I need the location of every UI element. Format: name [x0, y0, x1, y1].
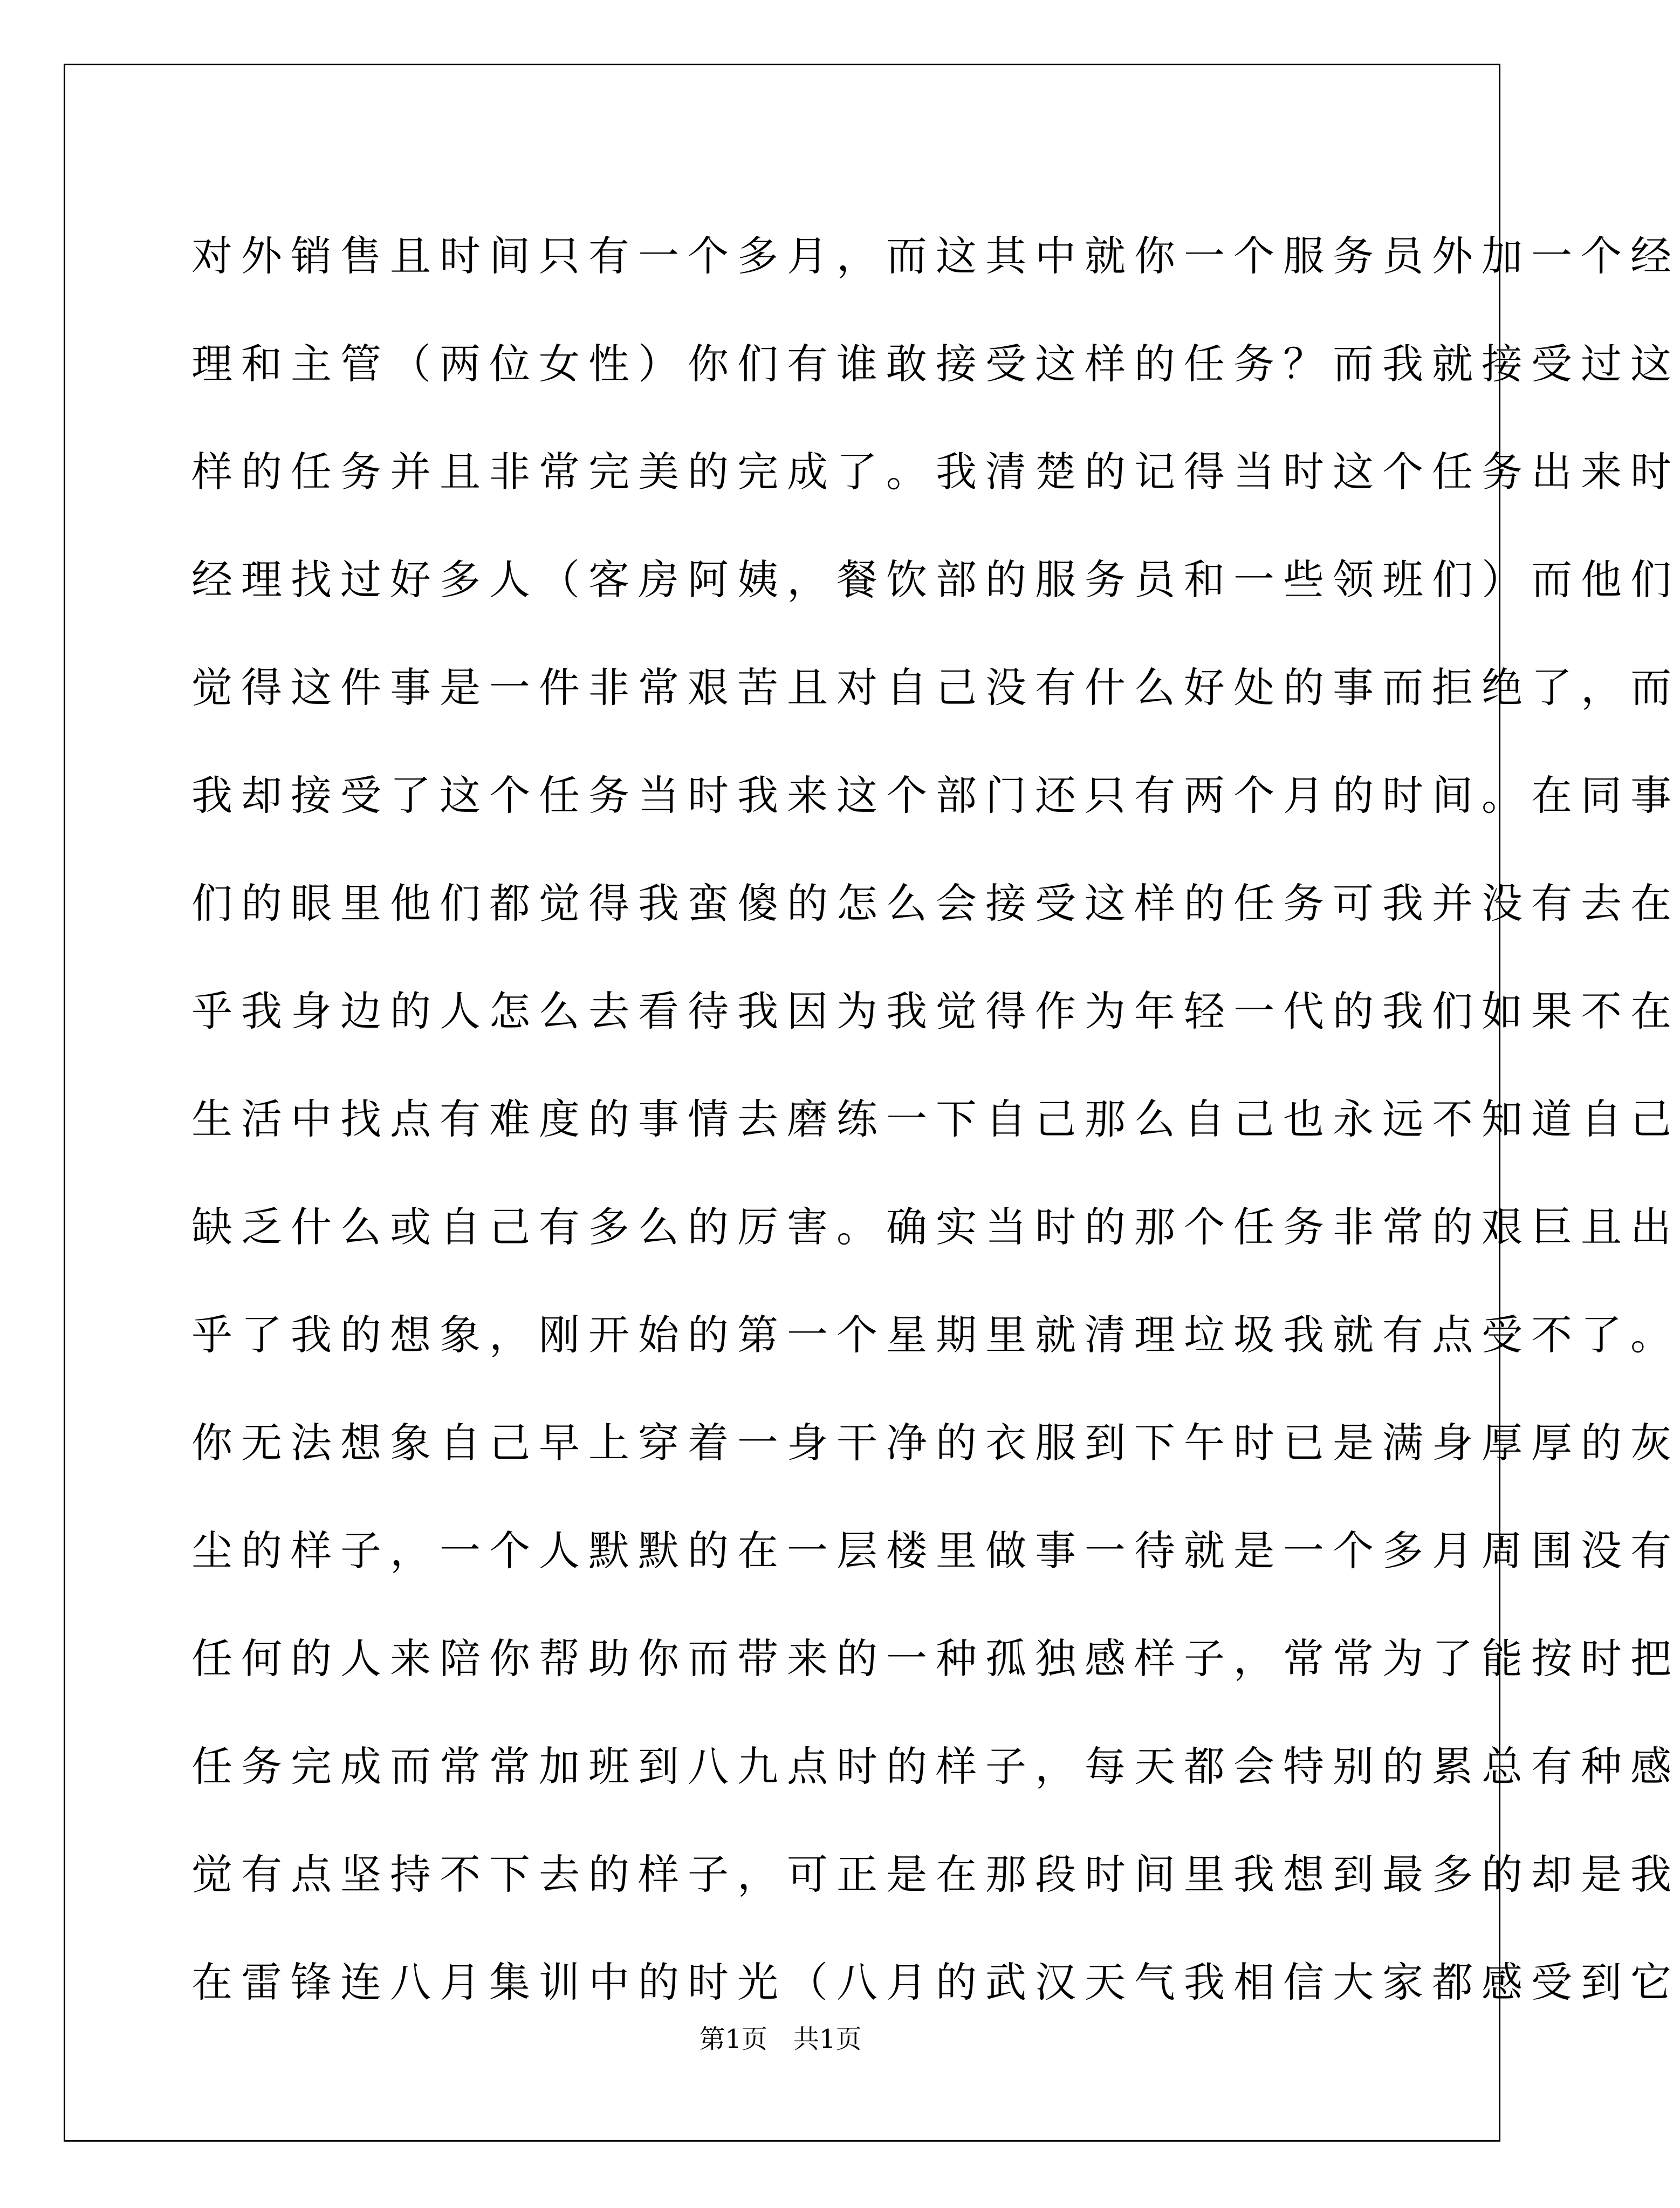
text-line: 我却接受了这个任务当时我来这个部门还只有两个月的时间。在同事 — [191, 771, 1680, 819]
text-line: 在雷锋连八月集训中的时光（八月的武汉天气我相信大家都感受到它 — [191, 1958, 1680, 2006]
text-line: 生活中找点有难度的事情去磨练一下自己那么自己也永远不知道自己 — [191, 1095, 1680, 1143]
page-number-footer: 第1页 共1页 — [699, 2024, 862, 2054]
text-line: 你无法想象自己早上穿着一身干净的衣服到下午时已是满身厚厚的灰 — [191, 1419, 1680, 1467]
text-line: 乎我身边的人怎么去看待我因为我觉得作为年轻一代的我们如果不在 — [191, 987, 1680, 1035]
text-line: 对外销售且时间只有一个多月，而这其中就你一个服务员外加一个经 — [191, 232, 1680, 280]
body-text — [191, 202, 1680, 2036]
text-line: 们的眼里他们都觉得我蛮傻的怎么会接受这样的任务可我并没有去在 — [191, 879, 1680, 927]
text-line: 乎了我的想象，刚开始的第一个星期里就清理垃圾我就有点受不了。 — [191, 1311, 1680, 1359]
text-line: 尘的样子，一个人默默的在一层楼里做事一待就是一个多月周围没有 — [191, 1527, 1680, 1575]
text-line: 理和主管（两位女性）你们有谁敢接受这样的任务？而我就接受过这 — [191, 340, 1680, 388]
text-line: 样的任务并且非常完美的完成了。我清楚的记得当时这个任务出来时 — [191, 448, 1680, 496]
text-line: 缺乏什么或自己有多么的厉害。确实当时的那个任务非常的艰巨且出 — [191, 1203, 1680, 1251]
text-line: 任务完成而常常加班到八九点时的样子，每天都会特别的累总有种感 — [191, 1742, 1680, 1790]
text-line: 觉有点坚持不下去的样子，可正是在那段时间里我想到最多的却是我 — [191, 1850, 1680, 1898]
text-line: 经理找过好多人（客房阿姨，餐饮部的服务员和一些领班们）而他们 — [191, 556, 1680, 604]
text-line: 任何的人来陪你帮助你而带来的一种孤独感样子，常常为了能按时把 — [191, 1635, 1680, 1683]
text-line: 觉得这件事是一件非常艰苦且对自己没有什么好处的事而拒绝了，而 — [191, 664, 1680, 712]
